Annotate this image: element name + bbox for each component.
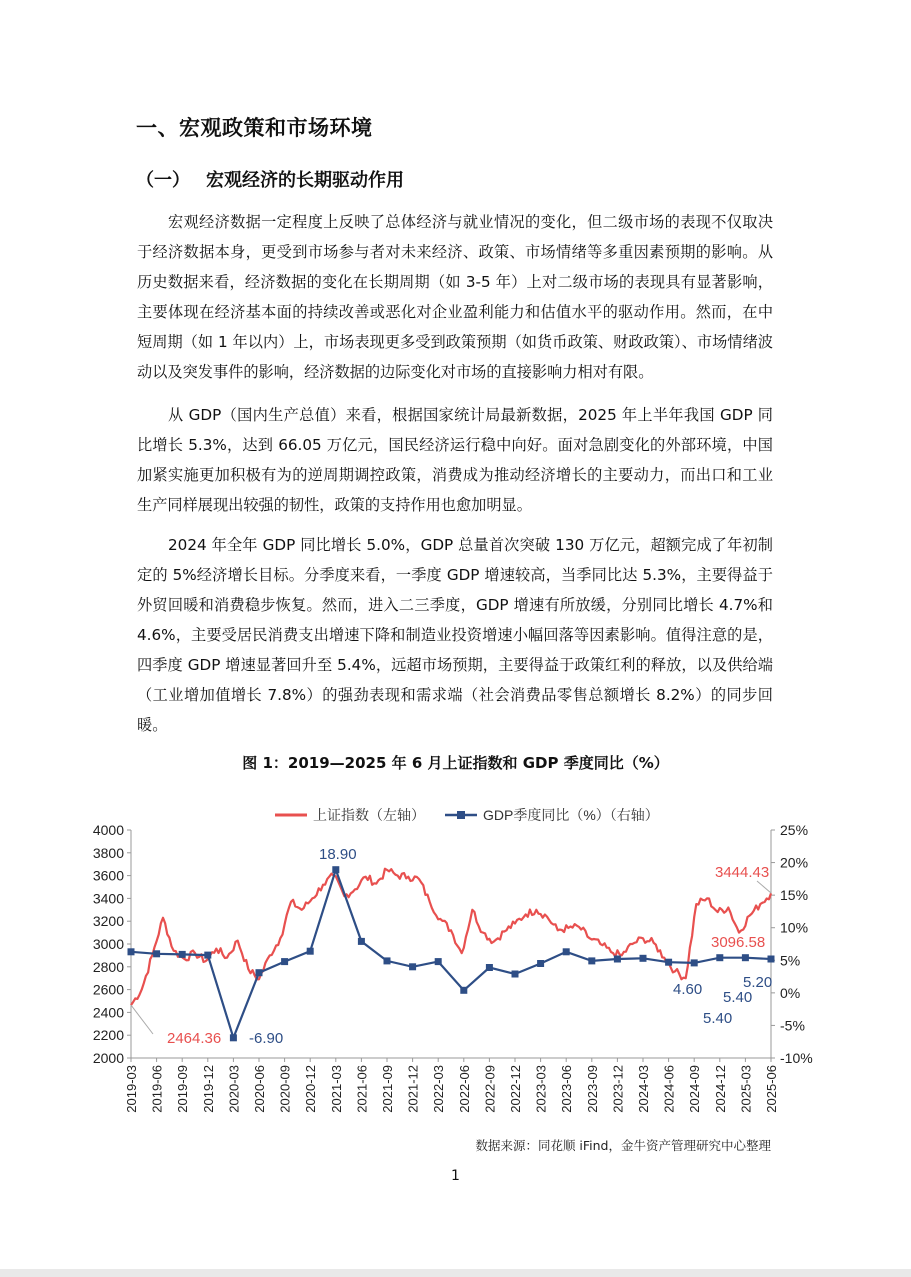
gdp-point: [588, 957, 595, 964]
figure-title: 图 1：2019—2025 年 6 月上证指数和 GDP 季度同比（%）: [242, 754, 669, 772]
right-tick-label: 0%: [780, 984, 801, 1001]
gdp-point: [435, 958, 442, 965]
chart-legend: [275, 807, 659, 823]
gdp-point: [460, 987, 467, 994]
x-tick-label: 2022-12: [508, 1065, 523, 1113]
right-axis-ticks: [771, 822, 813, 1066]
right-tick-label: 25%: [780, 822, 809, 838]
annotation-2025q1-gdp: 5.40: [723, 989, 753, 1006]
annotation-2025q2-gdp: 5.20: [743, 974, 773, 991]
right-tick-label: 20%: [780, 854, 809, 871]
gdp-point: [563, 948, 570, 955]
x-tick-label: 2019-06: [149, 1065, 165, 1113]
x-tick-label: 2022-06: [456, 1065, 472, 1113]
annotation-latest-index: 3444.43: [715, 864, 770, 881]
gdp-point: [230, 1034, 237, 1041]
gdp-point: [358, 938, 365, 945]
legend-label-gdp: GDP季度同比（%）（右轴）: [483, 807, 659, 823]
left-tick-label: 2800: [92, 958, 124, 975]
x-tick-label: 2022-03: [431, 1065, 447, 1113]
annotation-low-index: 3096.58: [711, 934, 766, 951]
annotation-2024q3-gdp: 4.60: [673, 981, 703, 998]
page-bottom-edge: [0, 1269, 911, 1277]
gdp-point: [384, 957, 391, 964]
paragraph-3: 2024 年全年 GDP 同比增长 5.0%，GDP 总量首次突破 130 万亿元，超额完成了年初制定的 5%经济增长目标。分季度来看，一季度 GDP 增速较高，当季同比达 5.3%，主要得益于外贸回暖和消费稳步恢复。然而，进入二三季度，GDP 增速有所放缓，分别同比增长 4.7%和 4.6%，主要受居民消费支出增速下降和制造业投资增速小幅回落等因素影响。值得注意的是，四季度 GDP 增速显著回升至 5.4%，远超市场预期，主要得益于政策红利的释放，以及供给端（工业增加值增长 7.8%）的强劲表现和需求端（社会消费品零售总额增长 8.2%）的同步回暖。: [137, 536, 773, 734]
x-tick-label: 2024-06: [661, 1065, 677, 1113]
left-tick-label: 3000: [92, 936, 124, 952]
x-tick-label: 2021-12: [405, 1065, 421, 1113]
annotation-2024q4-gdp: 5.40: [703, 1010, 733, 1027]
right-tick-label: 5%: [780, 952, 801, 969]
left-tick-label: 2000: [92, 1050, 124, 1066]
annotation-2020q1-gdp: -6.90: [249, 1030, 284, 1047]
section-title: 一、宏观政策和市场环境: [136, 116, 373, 140]
left-tick-label: 2200: [92, 1027, 124, 1044]
left-tick-label: 2400: [92, 1004, 124, 1021]
x-tick-label: 2021-09: [380, 1065, 395, 1113]
x-tick-label: 2023-03: [533, 1065, 549, 1113]
annotation-start-index: 2464.36: [167, 1030, 222, 1047]
x-tick-label: 2024-03: [636, 1065, 651, 1113]
x-tick-label: 2025-06: [764, 1065, 779, 1113]
gdp-point: [153, 950, 160, 957]
gdp-point: [486, 964, 493, 971]
left-tick-label: 2600: [92, 981, 124, 998]
x-tick-label: 2020-12: [303, 1065, 319, 1113]
x-axis-ticks: [124, 1058, 779, 1113]
paragraph-1: 宏观经济数据一定程度上反映了总体经济与就业情况的变化，但二级市场的表现不仅取决于经济数据本身，更受到市场参与者对未来经济、政策、市场情绪等多重因素预期的影响。从历史数据来看，经济数据的变化在长期周期（如 3-5 年）上对二级市场的表现具有显著影响，主要体现在经济基本面的持续改善或恶化对企业盈利能力和估值水平的驱动作用。然而，在中短周期（如 1 年以内）上，市场表现更多受到政策预期（如货币政策、财政政策）、市场情绪波动以及突发事件的影响，经济数据的边际变化对市场的直接影响力相对有限。: [137, 213, 773, 381]
gdp-point: [204, 952, 211, 959]
x-tick-label: 2019-12: [200, 1065, 216, 1113]
gdp-point: [537, 960, 544, 967]
x-tick-label: 2021-03: [328, 1065, 344, 1113]
gdp-point: [742, 954, 749, 961]
x-tick-label: 2019-03: [124, 1065, 139, 1113]
subsection-text: 宏观经济的长期驱动作用: [206, 170, 404, 191]
x-tick-label: 2024-12: [712, 1065, 728, 1113]
left-tick-label: 3800: [92, 844, 124, 861]
gdp-point: [665, 959, 672, 966]
x-tick-label: 2023-06: [559, 1065, 575, 1113]
gdp-point: [614, 956, 621, 963]
gdp-point: [128, 948, 135, 955]
x-tick-label: 2025-03: [738, 1065, 754, 1113]
paragraph-2: 从 GDP（国内生产总值）来看，根据国家统计局最新数据，2025 年上半年我国 GDP 同比增长 5.3%，达到 66.05 万亿元，国民经济运行稳中向好。面对急剧变化的外部环境，中国加紧实施更加积极有为的逆周期调控政策，消费成为推动经济增长的主要动力，而出口和工业生产同样展现出较强的韧性，政策的支持作用也愈加明显。: [137, 406, 773, 514]
gdp-point: [716, 954, 723, 961]
x-tick-label: 2020-09: [277, 1065, 293, 1113]
x-tick-label: 2021-06: [354, 1065, 370, 1113]
right-tick-label: 15%: [780, 887, 809, 904]
left-tick-label: 3200: [92, 913, 124, 930]
gdp-point: [332, 866, 339, 873]
gdp-point: [409, 963, 416, 970]
left-tick-label: 4000: [92, 822, 124, 838]
chart-axes: [131, 830, 771, 1058]
x-tick-label: 2023-09: [584, 1065, 600, 1113]
right-tick-label: -10%: [780, 1050, 813, 1066]
subsection-title: [136, 166, 404, 192]
gdp-line: [131, 870, 771, 1038]
gdp-point: [640, 955, 647, 962]
gdp-point: [307, 948, 314, 955]
right-tick-label: -5%: [780, 1017, 805, 1034]
gdp-point: [691, 959, 698, 966]
x-tick-label: 2019-09: [175, 1065, 191, 1113]
gdp-point: [281, 958, 288, 965]
callout-line-latest: [757, 881, 771, 893]
legend-label-index: 上证指数（左轴）: [313, 807, 425, 823]
right-tick-label: 10%: [780, 919, 809, 936]
gdp-point: [768, 956, 775, 963]
gdp-point: [256, 969, 263, 976]
left-axis-ticks: [93, 822, 131, 1066]
source-note: 数据来源：同花顺 iFind，金牛资产管理研究中心整理: [475, 1138, 771, 1153]
x-tick-label: 2022-09: [482, 1065, 498, 1113]
gdp-point: [179, 951, 186, 958]
callout-line-start: [131, 1005, 153, 1034]
page-number: 1: [451, 1168, 460, 1184]
annotation-2021q1-gdp: 18.90: [319, 846, 357, 863]
x-tick-label: 2020-06: [252, 1065, 267, 1113]
left-tick-label: 3400: [92, 890, 124, 907]
x-tick-label: 2020-03: [226, 1065, 242, 1113]
x-tick-label: 2024-09: [687, 1065, 703, 1113]
legend-marker-gdp: [457, 811, 465, 819]
chart-dual-axis-line: [75, 795, 835, 1165]
left-tick-label: 3600: [92, 867, 124, 884]
x-tick-label: 2023-12: [610, 1065, 626, 1113]
gdp-point: [512, 971, 519, 978]
subsection-number: （一）: [136, 170, 190, 191]
series-gdp: [128, 866, 775, 1041]
